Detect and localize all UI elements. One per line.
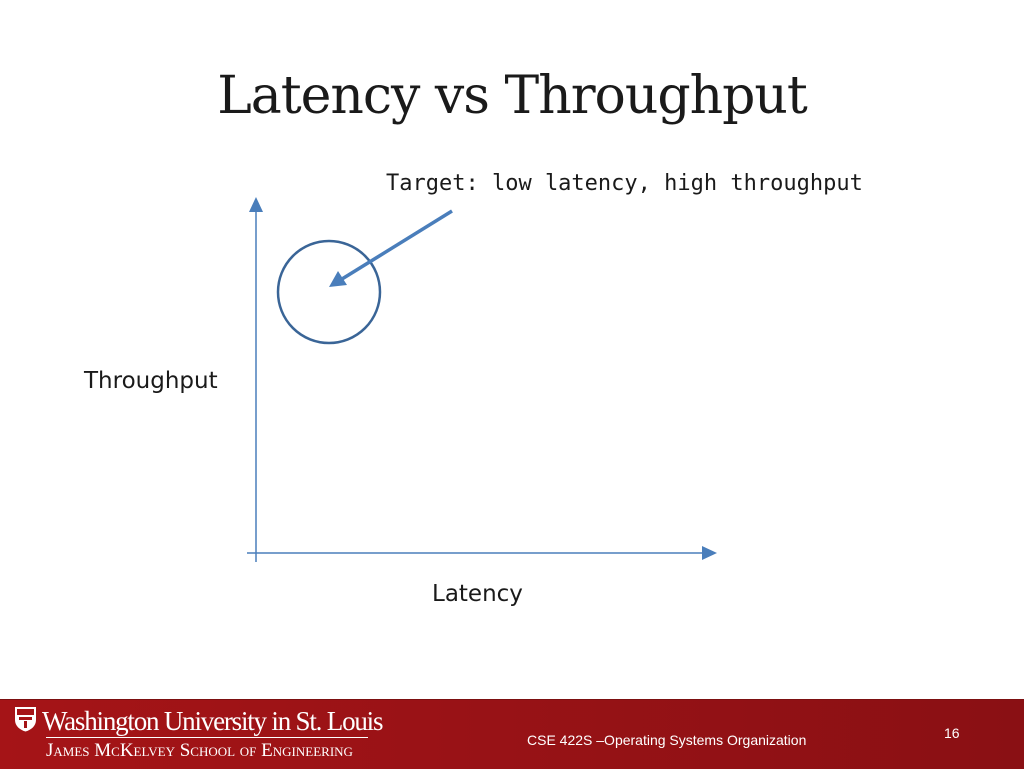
target-circle <box>278 241 380 343</box>
slide-title: Latency vs Throughput <box>217 66 807 126</box>
x-axis-arrowhead <box>702 546 717 560</box>
y-axis-arrowhead <box>249 197 263 212</box>
university-shield-icon <box>14 706 37 732</box>
footer-bar <box>0 699 1024 769</box>
logo-divider <box>46 737 368 738</box>
target-annotation: Target: low latency, high throughput <box>386 171 863 196</box>
course-label: CSE 422S –Operating Systems Organization <box>527 732 807 748</box>
y-axis-label: Throughput <box>84 368 218 394</box>
page-number: 16 <box>944 725 960 741</box>
university-wordmark: Washington University in St. Louis <box>42 706 383 736</box>
pointer-arrow <box>342 211 452 279</box>
school-name: James McKelvey School of Engineering <box>46 740 353 761</box>
x-axis-label: Latency <box>432 581 523 607</box>
